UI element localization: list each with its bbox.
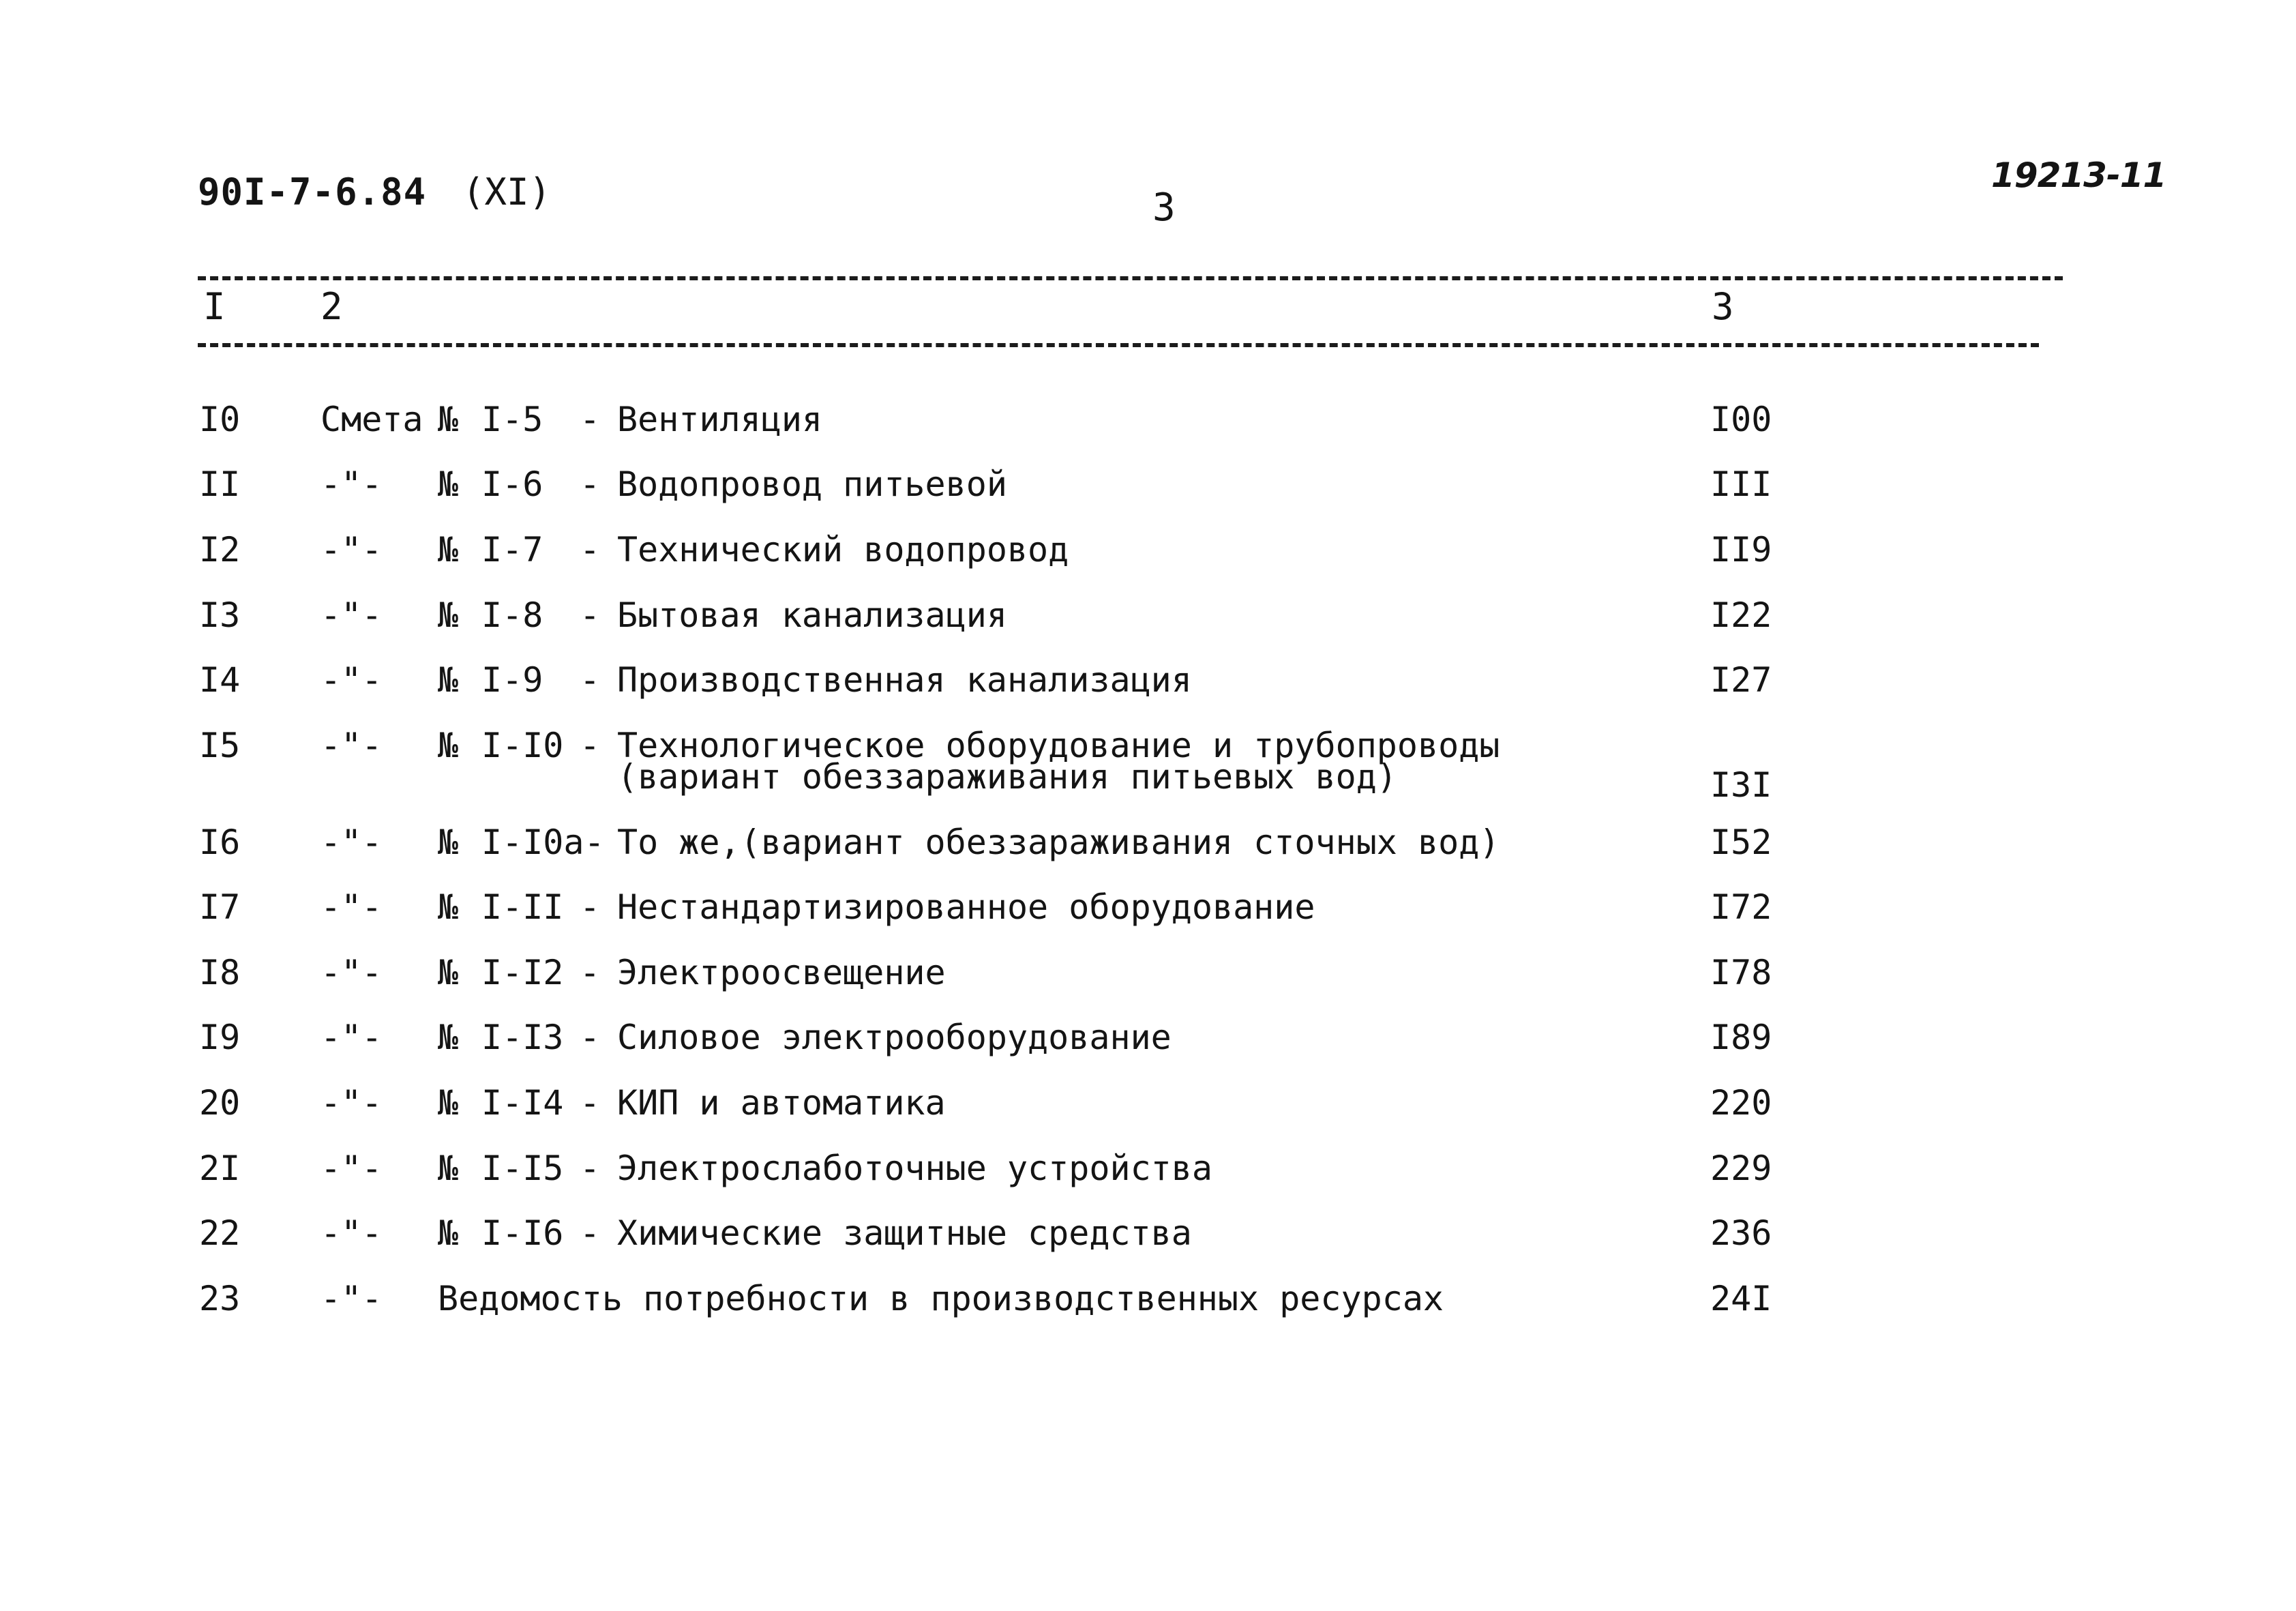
row-page: I72 bbox=[1710, 887, 1772, 927]
header-rule-top bbox=[198, 276, 2063, 280]
row-number: I7 bbox=[199, 887, 241, 927]
estimate-ref: I-8 bbox=[481, 595, 543, 635]
number-sign: № bbox=[438, 1083, 459, 1123]
column-header-2: 2 bbox=[320, 285, 343, 328]
row-page: 229 bbox=[1710, 1149, 1772, 1188]
row-number: I2 bbox=[199, 530, 241, 570]
row-title-line-1: Вентиляция bbox=[617, 400, 823, 439]
row-title-line-1: Силовое электрооборудование bbox=[617, 1018, 1172, 1057]
row-title bbox=[617, 1083, 946, 1123]
row-number: I6 bbox=[199, 823, 241, 862]
column-header-3: 3 bbox=[1712, 285, 1734, 328]
row-number: 20 bbox=[199, 1083, 241, 1123]
row-kind: -"- bbox=[320, 1213, 383, 1253]
number-sign: № bbox=[438, 823, 459, 862]
row-title bbox=[617, 402, 822, 437]
row-title bbox=[617, 887, 1315, 927]
row-dash: - bbox=[580, 1018, 601, 1057]
row-title bbox=[617, 953, 946, 992]
document-code: 90I-7-6.84 bbox=[198, 171, 427, 213]
row-dash: - bbox=[580, 1213, 601, 1253]
page-number: 3 bbox=[1152, 186, 1176, 230]
number-sign: № bbox=[438, 1018, 459, 1057]
row-kind: -"- bbox=[320, 953, 383, 992]
row-kind: -"- bbox=[320, 1018, 383, 1057]
row-page: I78 bbox=[1710, 953, 1772, 992]
row-title-line-1: Водопровод питьевой bbox=[617, 464, 1007, 504]
row-title-line-1: Электроосвещение bbox=[617, 953, 946, 992]
row-kind: -"- bbox=[320, 887, 383, 927]
number-sign: № bbox=[438, 464, 459, 504]
row-page: I22 bbox=[1710, 595, 1772, 635]
number-sign: № bbox=[438, 726, 459, 765]
number-sign: № bbox=[438, 595, 459, 635]
row-kind: -"- bbox=[320, 1279, 383, 1318]
row-page: 236 bbox=[1710, 1213, 1772, 1253]
row-kind: -"- bbox=[320, 660, 383, 700]
row-title bbox=[617, 595, 1007, 635]
row-kind: -"- bbox=[320, 464, 383, 504]
row-dash: - bbox=[580, 464, 601, 504]
row-title bbox=[617, 1213, 1192, 1253]
number-sign: № bbox=[438, 953, 459, 992]
row-kind: -"- bbox=[320, 823, 383, 862]
sheet-label: (XI) bbox=[462, 171, 552, 213]
row-title-line-1: Электрослаботочные устройства bbox=[617, 1149, 1212, 1188]
row-title-line-1: Нестандартизированное оборудование bbox=[617, 887, 1315, 927]
row-kind: -"- bbox=[320, 1149, 383, 1188]
row-title-line-2: (вариант обеззараживания питьевых вод) bbox=[617, 757, 1397, 797]
row-dash: - bbox=[580, 400, 601, 439]
row-number: II bbox=[199, 464, 241, 504]
estimate-ref: I-I3 bbox=[481, 1018, 564, 1057]
row-title-line-1: Технологическое оборудование и трубопроводы bbox=[617, 726, 1500, 765]
row-title bbox=[617, 530, 1069, 570]
row-dash: - bbox=[580, 595, 601, 635]
row-page: I27 bbox=[1710, 660, 1772, 700]
row-title bbox=[617, 1149, 1212, 1188]
table-row bbox=[0, 728, 2296, 803]
estimate-ref: I-II bbox=[481, 887, 564, 927]
row-page: I3I bbox=[1710, 765, 1772, 805]
estimate-ref: I-I5 bbox=[481, 1149, 564, 1188]
row-kind: -"- bbox=[320, 1083, 383, 1123]
row-dash: - bbox=[580, 530, 601, 570]
row-kind: -"- bbox=[320, 726, 383, 765]
row-page: I89 bbox=[1710, 1018, 1772, 1057]
row-number: I0 bbox=[199, 400, 241, 439]
row-title-line-1: Технический водопровод bbox=[617, 530, 1069, 570]
row-title: Ведомость потребности в производственных ресурсах bbox=[438, 1279, 1444, 1318]
row-page: II9 bbox=[1710, 530, 1772, 570]
row-title bbox=[617, 823, 1500, 862]
number-sign: № bbox=[438, 400, 459, 439]
number-sign: № bbox=[438, 1149, 459, 1188]
row-dash: - bbox=[580, 1149, 601, 1188]
row-page: 220 bbox=[1710, 1083, 1772, 1123]
column-header-1: I bbox=[203, 285, 226, 328]
row-title-line-1: КИП и автоматика bbox=[617, 1083, 946, 1123]
row-number: I4 bbox=[199, 660, 241, 700]
row-title-line-1: Химические защитные средства bbox=[617, 1213, 1192, 1253]
row-kind: -"- bbox=[320, 530, 383, 570]
row-title bbox=[617, 464, 1007, 504]
row-number: I8 bbox=[199, 953, 241, 992]
row-title-line-1: Производственная канализация bbox=[617, 660, 1192, 700]
row-number: I3 bbox=[199, 595, 241, 635]
row-page: III bbox=[1710, 464, 1772, 504]
estimate-ref: I-9 bbox=[481, 660, 543, 700]
row-dash: - bbox=[580, 726, 601, 765]
row-dash: - bbox=[580, 953, 601, 992]
row-title bbox=[617, 726, 1500, 797]
row-dash: - bbox=[580, 1083, 601, 1123]
number-sign: № bbox=[438, 530, 459, 570]
estimate-ref: I-6 bbox=[481, 464, 543, 504]
row-number: 2I bbox=[199, 1149, 241, 1188]
row-number: 22 bbox=[199, 1213, 241, 1253]
header-rule-bottom bbox=[198, 343, 2039, 347]
row-page: I52 bbox=[1710, 823, 1772, 862]
row-title bbox=[617, 660, 1192, 700]
row-dash: - bbox=[580, 660, 601, 700]
row-title-line-1: Бытовая канализация bbox=[617, 595, 1007, 635]
row-number: 23 bbox=[199, 1279, 241, 1318]
row-page: 24I bbox=[1710, 1279, 1772, 1318]
estimate-ref: I-I6 bbox=[481, 1213, 564, 1253]
estimate-ref: I-7 bbox=[481, 530, 543, 570]
row-number: I5 bbox=[199, 726, 241, 765]
row-number: I9 bbox=[199, 1018, 241, 1057]
estimate-ref: I-I4 bbox=[481, 1083, 564, 1123]
number-sign: № bbox=[438, 660, 459, 700]
inventory-stamp: 19213-11 bbox=[1991, 156, 2166, 195]
row-page: I00 bbox=[1710, 400, 1772, 439]
row-dash: - bbox=[580, 887, 601, 927]
estimate-ref: I-I0а- bbox=[481, 823, 605, 862]
row-title-line-1: То же,(вариант обеззараживания сточных вод) bbox=[617, 823, 1500, 862]
estimate-ref: I-I0 bbox=[481, 726, 564, 765]
row-kind: -"- bbox=[320, 595, 383, 635]
number-sign: № bbox=[438, 887, 459, 927]
estimate-ref: I-I2 bbox=[481, 953, 564, 992]
row-title bbox=[617, 1018, 1172, 1057]
row-kind: Смета bbox=[320, 400, 423, 439]
estimate-ref: I-5 bbox=[481, 400, 543, 439]
number-sign: № bbox=[438, 1213, 459, 1253]
